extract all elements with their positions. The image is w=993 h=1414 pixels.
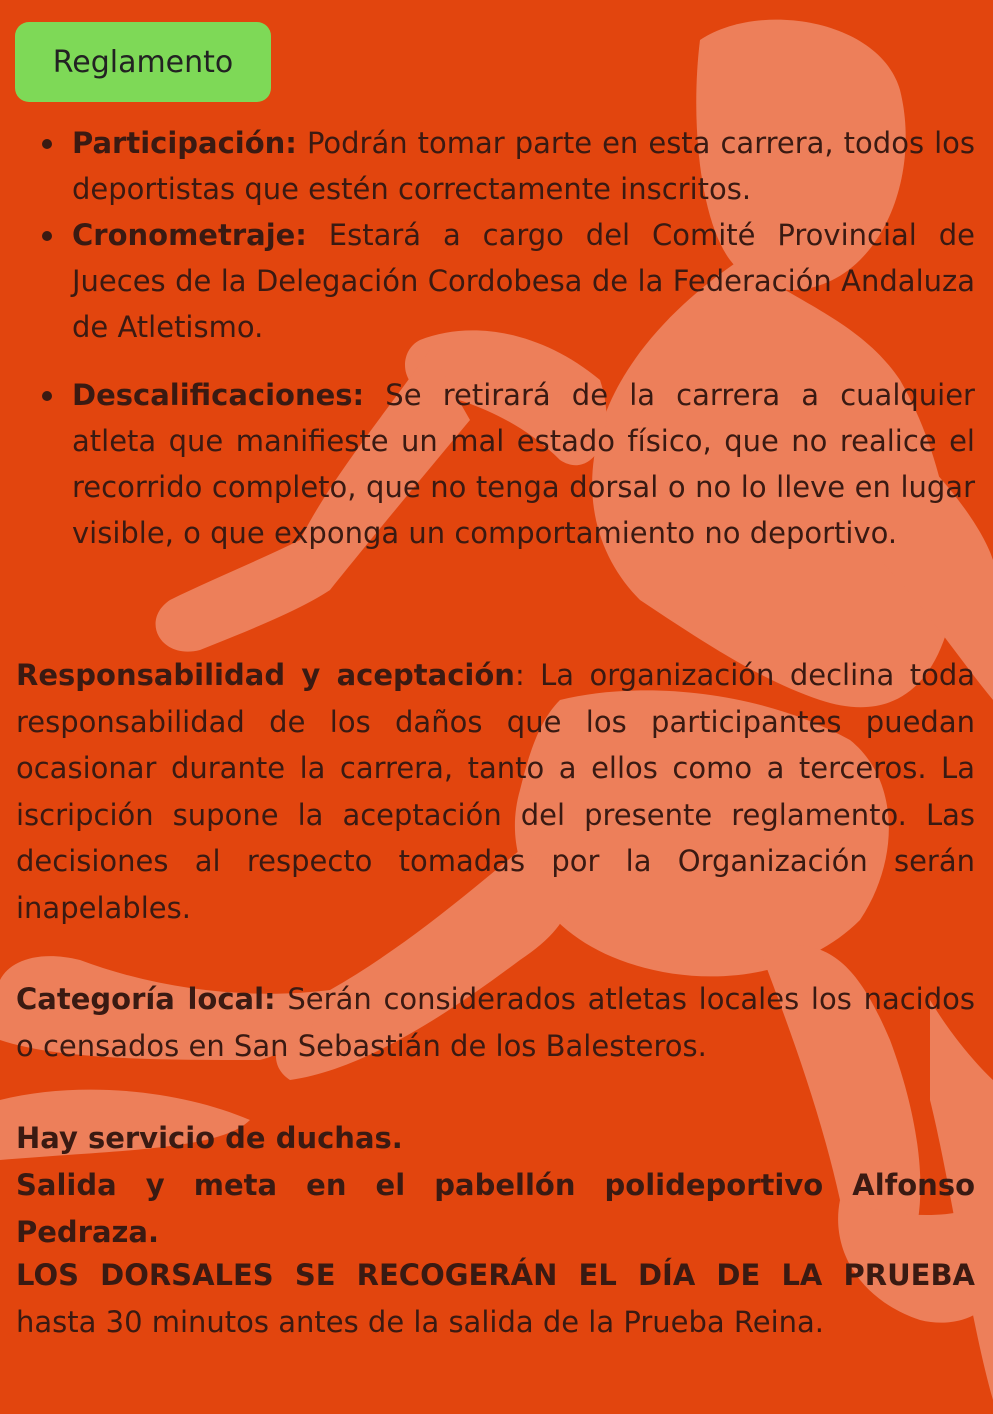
categoria-term: Categoría local: [16, 982, 276, 1016]
duchas-text: Hay servicio de duchas. [16, 1121, 403, 1155]
rule-cronometraje [72, 212, 975, 350]
salida-text: Salida y meta en el pabellón polideportivo Alfonso Pedraza. [16, 1168, 975, 1249]
categoria-text: Serán considerados atletas locales los nacidos o censados en San Sebastián de los Balesteros. [16, 982, 975, 1063]
rules-list [24, 120, 975, 556]
rule-term: Descalificaciones: [72, 378, 365, 412]
rule-text: Podrán tomar parte en esta carrera, todos los deportistas que estén correctamente inscritos. [72, 126, 975, 206]
salida-notice [16, 1162, 975, 1255]
responsabilidad-term: Responsabilidad y aceptación [16, 658, 515, 692]
badge-label: Reglamento [52, 44, 234, 80]
responsabilidad-text: : La organización declina toda responsabilidad de los daños que los participantes puedan ocasionar durante la carrera, tanto a ellos como a terceros. La iscripción supone la aceptación del presente reglamento. Las decisiones al respecto tomadas por la Organización serán inapelables. [16, 658, 975, 925]
dorsales-term: LOS DORSALES SE RECOGERÁN EL DÍA DE LA PRUEBA [16, 1258, 975, 1292]
rule-term: Cronometraje: [72, 218, 307, 252]
dorsales-text: hasta 30 minutos antes de la salida de la Prueba Reina. [16, 1304, 824, 1339]
categoria-paragraph [16, 976, 975, 1069]
rule-participacion [72, 120, 975, 212]
rule-term: Participación: [72, 126, 297, 160]
rule-descalificaciones [72, 372, 975, 556]
reglamento-badge [15, 22, 271, 102]
dorsales-paragraph [16, 1252, 975, 1345]
rule-text: Se retirará de la carrera a cualquier atleta que manifieste un mal estado físico, que no realice el recorrido completo, que no tenga dorsal o no lo lleve en lugar visible, o que exponga un comportamiento no deportivo. [72, 378, 975, 550]
rule-text: Estará a cargo del Comité Provincial de Jueces de la Delegación Cordobesa de la Federación Andaluza de Atletismo. [72, 218, 975, 344]
duchas-notice [16, 1115, 975, 1162]
responsabilidad-paragraph [16, 652, 975, 931]
